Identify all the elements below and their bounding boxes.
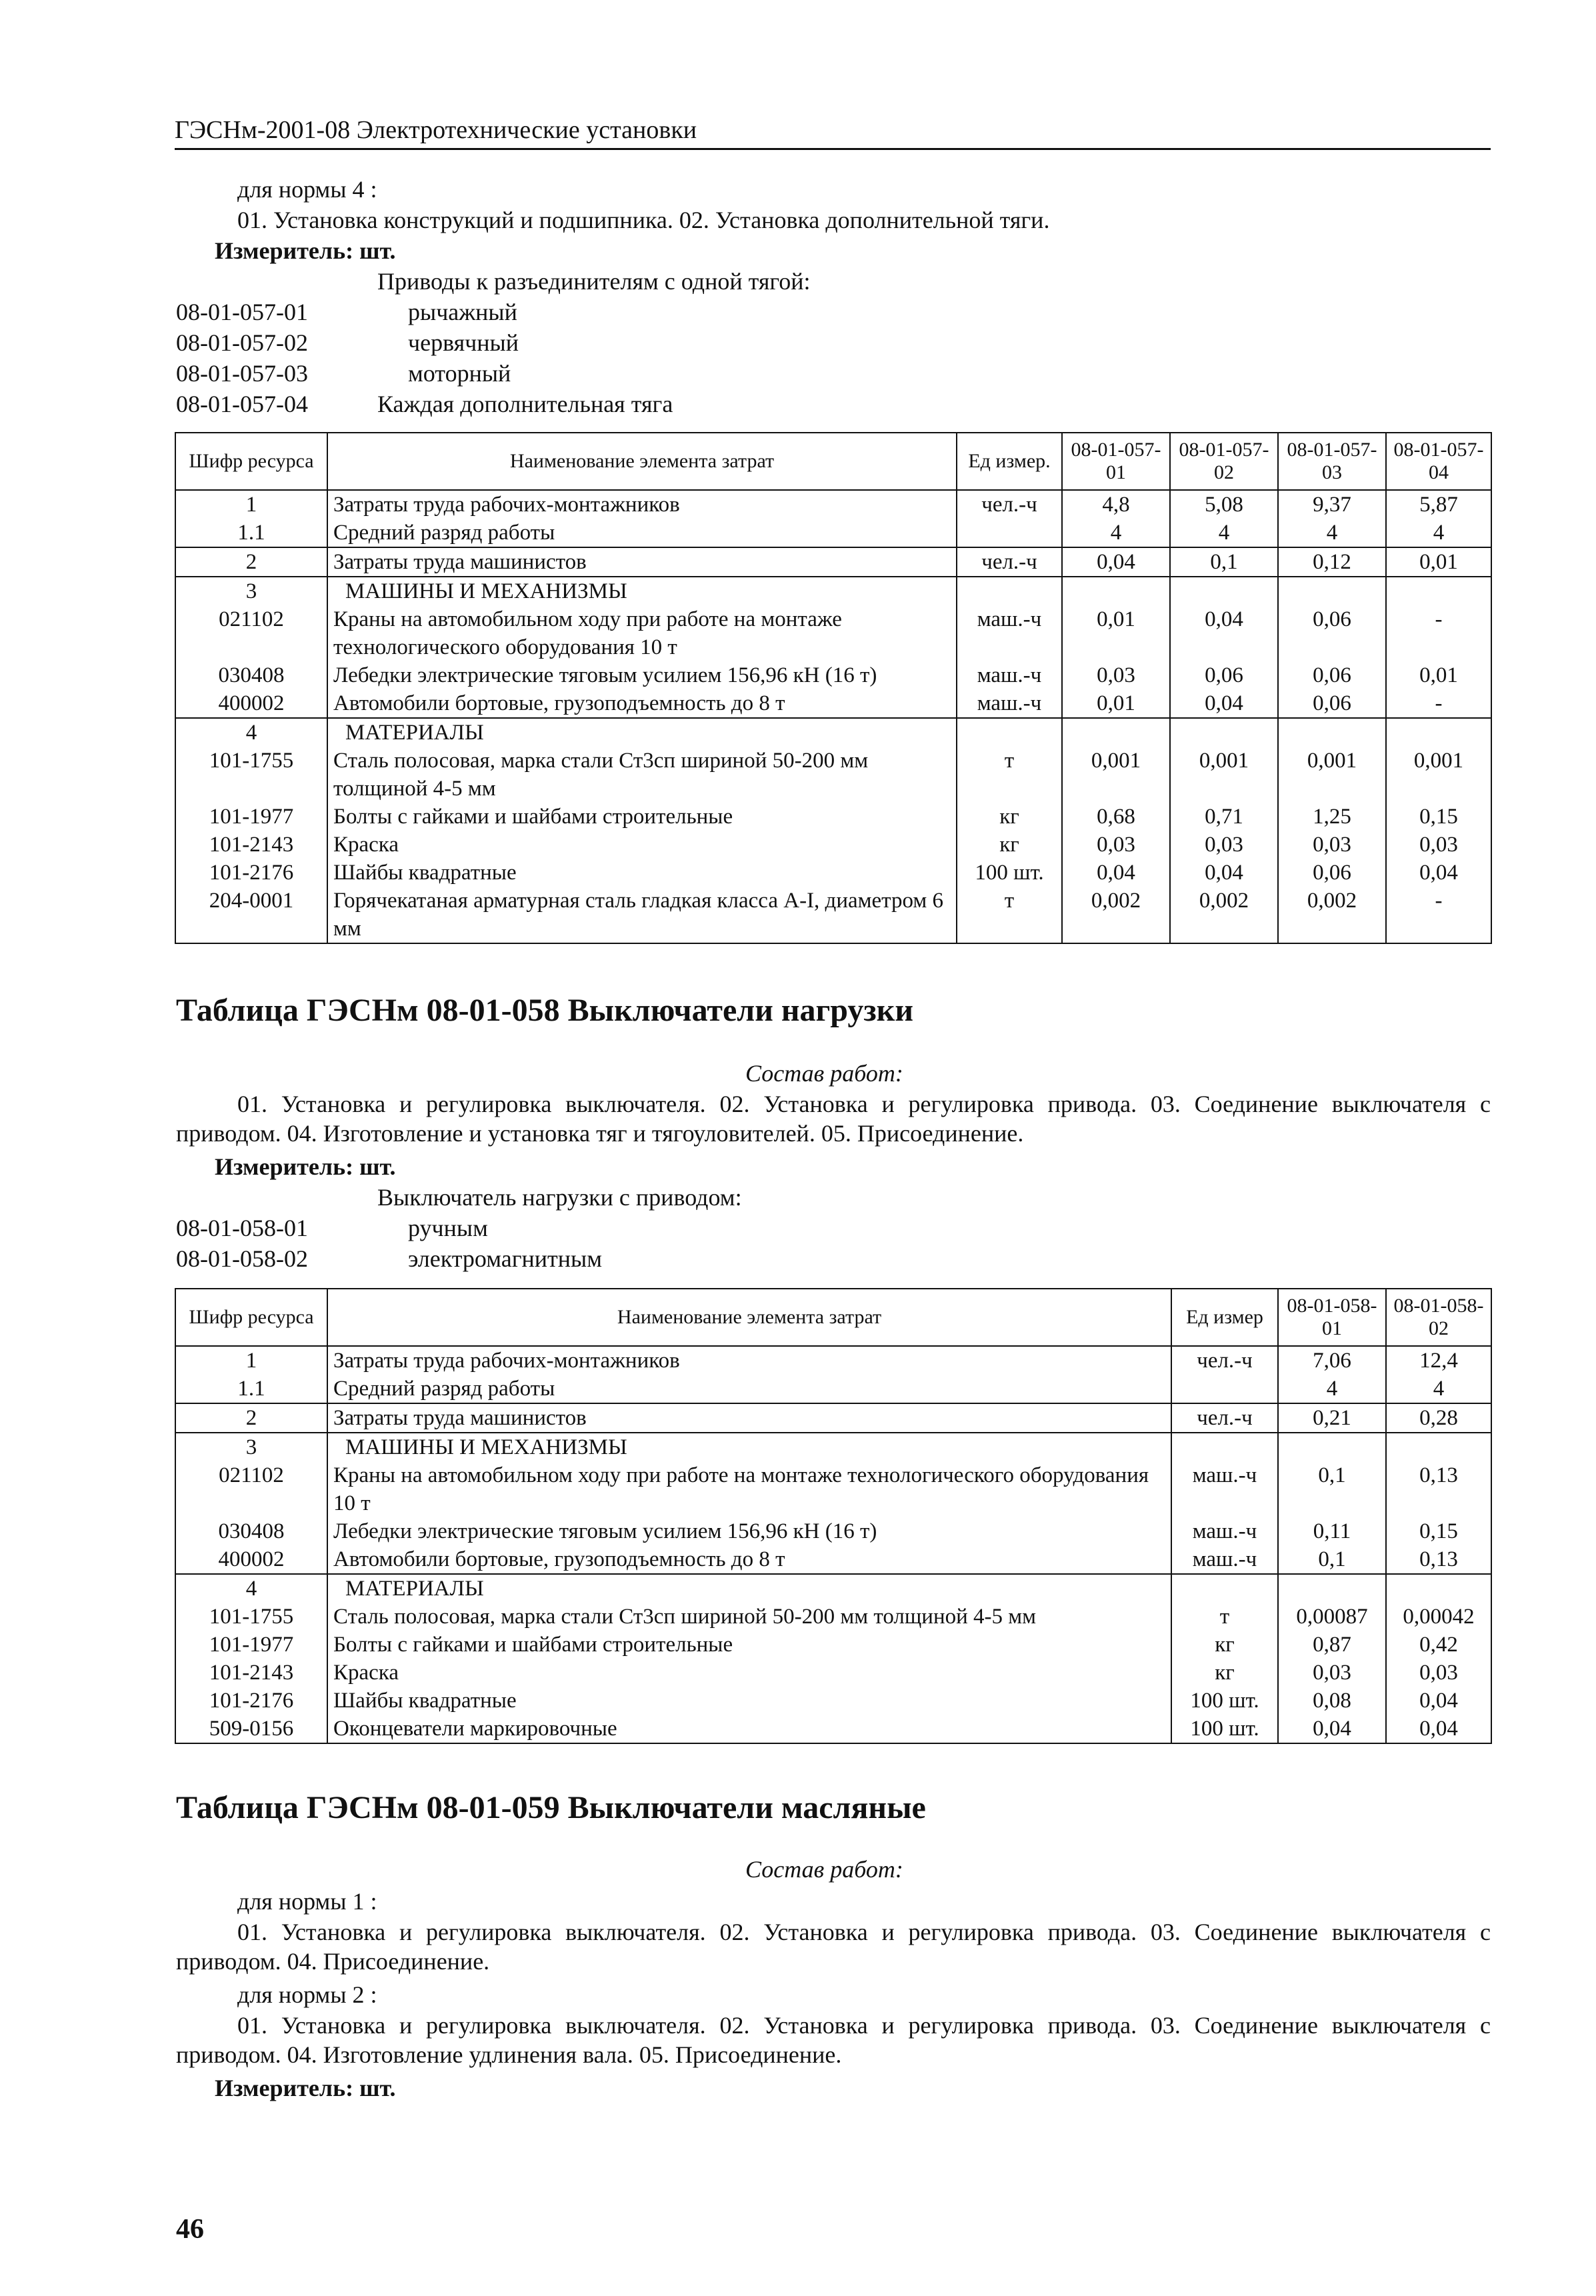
cell-value: 0,15 (1386, 1517, 1491, 1545)
cell-value: 0,1 (1278, 1545, 1386, 1574)
cell-value: 0,04 (1386, 1687, 1491, 1715)
cell-value (1170, 577, 1278, 605)
cell-value: 4 (1062, 519, 1170, 547)
cell-code: 400002 (175, 1545, 327, 1574)
table-row (175, 1545, 1491, 1574)
cell-value: 1,25 (1278, 803, 1386, 831)
table-row (175, 803, 1491, 831)
cell-unit: чел.-ч (1171, 1346, 1278, 1375)
table-row (175, 718, 1491, 747)
cell-value: 4 (1278, 1375, 1386, 1403)
cell-value: 0,68 (1062, 803, 1170, 831)
cell-value: 0,03 (1062, 831, 1170, 859)
cell-value: 0,00042 (1386, 1603, 1491, 1631)
cell-name: Болты с гайками и шайбами строительные (327, 803, 957, 831)
cell-value: 4 (1386, 519, 1491, 547)
norm-name: червячный (408, 329, 519, 356)
cell-code: 101-1977 (175, 1631, 327, 1659)
cell-value: 0,002 (1062, 887, 1170, 943)
norm-name: Каждая дополнительная тяга (377, 391, 673, 417)
cell-value: 0,42 (1386, 1631, 1491, 1659)
cell-value: 0,1 (1170, 547, 1278, 577)
cell-value (1386, 718, 1491, 747)
norm-code: 08-01-057-01 (176, 299, 308, 325)
table-row (175, 1574, 1491, 1603)
cell-value: 0,01 (1062, 605, 1170, 661)
cell-unit: кг (957, 803, 1062, 831)
cell-code: 2 (175, 1403, 327, 1433)
cell-name: Автомобили бортовые, грузоподъемность до 8 т (327, 689, 957, 718)
cell-code: 1 (175, 490, 327, 519)
cell-value: - (1386, 605, 1491, 661)
cell-value: 0,001 (1386, 747, 1491, 803)
cell-name: Краны на автомобильном ходу при работе на монтаже технологического оборудования 10 т (327, 605, 957, 661)
table-header-row (175, 1289, 1491, 1346)
table-row (175, 605, 1491, 661)
cell-unit: т (957, 747, 1062, 803)
table-row (175, 519, 1491, 547)
cell-value: 5,08 (1170, 490, 1278, 519)
cell-value: 4 (1278, 519, 1386, 547)
table-row (175, 1603, 1491, 1631)
section-heading: МАТЕРИАЛЫ (327, 718, 957, 747)
cell-unit: 100 шт. (1171, 1687, 1278, 1715)
table-row (175, 831, 1491, 859)
col-header: 08-01-057-01 (1062, 433, 1170, 490)
cell-value (1386, 1433, 1491, 1461)
composition-label: Состав работ: (745, 1060, 903, 1087)
cell-value: 0,001 (1062, 747, 1170, 803)
cell-code: 509-0156 (175, 1715, 327, 1743)
cell-value: 0,28 (1386, 1403, 1491, 1433)
for-norm-label: для нормы 4 : (237, 176, 377, 203)
col-header: 08-01-057-02 (1170, 433, 1278, 490)
cell-value: 0,03 (1170, 831, 1278, 859)
cell-unit: чел.-ч (957, 490, 1062, 519)
cell-value: - (1386, 689, 1491, 718)
cell-value: 0,06 (1170, 661, 1278, 689)
cell-name: Затраты труда рабочих-монтажников (327, 1346, 1171, 1375)
cell-value: 0,03 (1386, 831, 1491, 859)
meter-label: Измеритель: (215, 1153, 354, 1180)
cell-value: 4,8 (1062, 490, 1170, 519)
cell-code: 101-2143 (175, 1659, 327, 1687)
cell-value: 0,04 (1278, 1715, 1386, 1743)
cell-value: 4 (1386, 1375, 1491, 1403)
cell-code: 030408 (175, 661, 327, 689)
cell-code: 3 (175, 577, 327, 605)
table-title-059: Таблица ГЭСНм 08-01-059 Выключатели масляные (176, 1790, 926, 1825)
cell-value (1386, 577, 1491, 605)
works-text: 01. Установка конструкций и подшипника. 02. Установка дополнительной тяги. (237, 207, 1050, 233)
cell-value (1278, 718, 1386, 747)
cell-value: 0,06 (1278, 661, 1386, 689)
cell-value: - (1386, 887, 1491, 943)
cell-code: 4 (175, 1574, 327, 1603)
cell-code: 021102 (175, 1461, 327, 1517)
cell-value: 0,04 (1062, 547, 1170, 577)
running-header: ГЭСНм-2001-08 Электротехнические установки (175, 116, 697, 144)
cell-code: 2 (175, 547, 327, 577)
cell-unit: 100 шт. (957, 859, 1062, 887)
col-header: Шифр ресурса (175, 433, 327, 490)
cell-code: 101-1977 (175, 803, 327, 831)
cell-unit: т (1171, 1603, 1278, 1631)
norm-name: ручным (408, 1215, 488, 1241)
cell-value: 0,08 (1278, 1687, 1386, 1715)
cell-name: Лебедки электрические тяговым усилием 156,96 кН (16 т) (327, 661, 957, 689)
cell-code: 021102 (175, 605, 327, 661)
cell-unit: маш.-ч (957, 605, 1062, 661)
cell-name: Горячекатаная арматурная сталь гладкая класса А-I, диаметром 6 мм (327, 887, 957, 943)
works-text: 01. Установка и регулировка выключателя. 02. Установка и регулировка привода. 03. Соединение выключателя с приводом. 04. Изготовление удлинения вала. 05. Присоединение. (176, 2012, 1491, 2068)
cell-value: 0,002 (1170, 887, 1278, 943)
cell-unit: кг (1171, 1631, 1278, 1659)
table-row (175, 490, 1491, 519)
cell-unit: чел.-ч (1171, 1403, 1278, 1433)
cell-value: 0,06 (1278, 859, 1386, 887)
cell-unit: чел.-ч (957, 547, 1062, 577)
table-row (175, 887, 1491, 943)
cell-code: 101-2176 (175, 859, 327, 887)
cell-value (1062, 718, 1170, 747)
meter-line (215, 1152, 395, 1181)
cell-value (1170, 718, 1278, 747)
section-heading: МАШИНЫ И МЕХАНИЗМЫ (327, 577, 957, 605)
cell-unit: маш.-ч (1171, 1461, 1278, 1517)
cell-value: 0,03 (1278, 1659, 1386, 1687)
cell-value: 9,37 (1278, 490, 1386, 519)
cell-value: 0,13 (1386, 1545, 1491, 1574)
cell-value: 0,01 (1386, 661, 1491, 689)
for-norm-label: для нормы 1 : (237, 1888, 377, 1915)
meter-label: Измеритель: (215, 237, 354, 264)
table-row (175, 1461, 1491, 1517)
cell-code: 204-0001 (175, 887, 327, 943)
cell-value: 0,04 (1386, 859, 1491, 887)
cell-unit: маш.-ч (957, 661, 1062, 689)
col-header: 08-01-057-03 (1278, 433, 1386, 490)
cell-unit (957, 577, 1062, 605)
table-row (175, 1631, 1491, 1659)
header-rule (175, 148, 1491, 150)
norm-code: 08-01-057-04 (176, 391, 308, 417)
cell-unit: 100 шт. (1171, 1715, 1278, 1743)
cell-name: Сталь полосовая, марка стали Ст3сп шириной 50-200 мм толщиной 4-5 мм (327, 747, 957, 803)
cell-name: Шайбы квадратные (327, 1687, 1171, 1715)
cell-unit (1171, 1375, 1278, 1403)
cell-value: 0,04 (1170, 689, 1278, 718)
cell-unit (1171, 1574, 1278, 1603)
table-row (175, 1687, 1491, 1715)
cell-code: 3 (175, 1433, 327, 1461)
cell-name: Лебедки электрические тяговым усилием 156,96 кН (16 т) (327, 1517, 1171, 1545)
table-row (175, 859, 1491, 887)
cell-value: 0,001 (1170, 747, 1278, 803)
table-title-058: Таблица ГЭСНм 08-01-058 Выключатели нагрузки (176, 993, 913, 1028)
cell-value: 0,00087 (1278, 1603, 1386, 1631)
cell-value: 0,06 (1278, 689, 1386, 718)
col-header: Наименование элемента затрат (327, 1289, 1171, 1346)
works-text: 01. Установка и регулировка выключателя. 02. Установка и регулировка привода. 03. Соединение выключателя с приводом. 04. Присоединение. (176, 1919, 1491, 1975)
meter-value: шт. (359, 2075, 396, 2101)
cell-unit: маш.-ч (1171, 1517, 1278, 1545)
cell-name: Средний разряд работы (327, 519, 957, 547)
table-row (175, 747, 1491, 803)
cell-value: 0,21 (1278, 1403, 1386, 1433)
norm-code: 08-01-058-02 (176, 1245, 308, 1272)
cell-name: Средний разряд работы (327, 1375, 1171, 1403)
cell-name: Шайбы квадратные (327, 859, 957, 887)
norm-name: моторный (408, 360, 511, 387)
cell-code: 101-2176 (175, 1687, 327, 1715)
works-text: 01. Установка и регулировка выключателя. 02. Установка и регулировка привода. 03. Соединение выключателя с приводом. 04. Изготовление и установка тяг и тягоуловителей. 05. Присоединение. (176, 1091, 1491, 1147)
norms-intro: Приводы к разъединителям с одной тягой: (377, 268, 811, 295)
cell-value: 0,002 (1278, 887, 1386, 943)
cell-unit: маш.-ч (1171, 1545, 1278, 1574)
cell-value: 0,71 (1170, 803, 1278, 831)
resource-table-058 (175, 1288, 1492, 1744)
cell-unit: кг (957, 831, 1062, 859)
cell-value: 0,01 (1062, 689, 1170, 718)
col-header: Шифр ресурса (175, 1289, 327, 1346)
norm-name: электромагнитным (408, 1245, 603, 1272)
composition-label: Состав работ: (745, 1856, 903, 1883)
cell-value: 0,001 (1278, 747, 1386, 803)
meter-value: шт. (359, 237, 396, 264)
cell-name: Краска (327, 831, 957, 859)
meter-value: шт. (359, 1153, 396, 1180)
cell-code: 400002 (175, 689, 327, 718)
cell-value: 0,01 (1386, 547, 1491, 577)
cell-value: 0,03 (1278, 831, 1386, 859)
cell-value (1278, 1433, 1386, 1461)
meter-line (215, 2073, 395, 2103)
cell-code: 4 (175, 718, 327, 747)
cell-code: 101-1755 (175, 1603, 327, 1631)
col-header: 08-01-057-04 (1386, 433, 1491, 490)
table-row (175, 1433, 1491, 1461)
cell-name: Затраты труда машинистов (327, 1403, 1171, 1433)
cell-name: Сталь полосовая, марка стали Ст3сп шириной 50-200 мм толщиной 4-5 мм (327, 1603, 1171, 1631)
norm-code: 08-01-058-01 (176, 1215, 308, 1241)
cell-unit (1171, 1433, 1278, 1461)
section-heading: МАТЕРИАЛЫ (327, 1574, 1171, 1603)
cell-value (1386, 1574, 1491, 1603)
cell-value: 7,06 (1278, 1346, 1386, 1375)
cell-code: 101-2143 (175, 831, 327, 859)
table-row (175, 661, 1491, 689)
col-header: Ед измер (1171, 1289, 1278, 1346)
table-row (175, 1375, 1491, 1403)
cell-unit: кг (1171, 1659, 1278, 1687)
norm-code: 08-01-057-03 (176, 360, 308, 387)
norms-intro: Выключатель нагрузки с приводом: (377, 1184, 742, 1211)
cell-value (1278, 1574, 1386, 1603)
table-row (175, 689, 1491, 718)
table-row (175, 1517, 1491, 1545)
cell-unit (957, 718, 1062, 747)
table-header-row (175, 433, 1491, 490)
cell-name: Оконцеватели маркировочные (327, 1715, 1171, 1743)
col-header: Наименование элемента затрат (327, 433, 957, 490)
cell-value: 0,04 (1386, 1715, 1491, 1743)
cell-name: Затраты труда машинистов (327, 547, 957, 577)
cell-unit: т (957, 887, 1062, 943)
for-norm-label: для нормы 2 : (237, 1981, 377, 2008)
col-header: 08-01-058-02 (1386, 1289, 1491, 1346)
cell-name: Краска (327, 1659, 1171, 1687)
cell-value: 12,4 (1386, 1346, 1491, 1375)
table-row (175, 1346, 1491, 1375)
table-row (175, 577, 1491, 605)
cell-unit (957, 519, 1062, 547)
cell-code: 101-1755 (175, 747, 327, 803)
meter-line (215, 236, 395, 265)
cell-value (1062, 577, 1170, 605)
cell-value: 0,04 (1062, 859, 1170, 887)
cell-value: 0,03 (1062, 661, 1170, 689)
cell-value: 0,03 (1386, 1659, 1491, 1687)
col-header: 08-01-058-01 (1278, 1289, 1386, 1346)
cell-code: 1.1 (175, 519, 327, 547)
section-heading: МАШИНЫ И МЕХАНИЗМЫ (327, 1433, 1171, 1461)
cell-name: Болты с гайками и шайбами строительные (327, 1631, 1171, 1659)
cell-value: 0,13 (1386, 1461, 1491, 1517)
cell-unit: маш.-ч (957, 689, 1062, 718)
cell-code: 1 (175, 1346, 327, 1375)
col-header: Ед измер. (957, 433, 1062, 490)
table-row (175, 1403, 1491, 1433)
cell-value: 0,06 (1278, 605, 1386, 661)
cell-value: 0,04 (1170, 859, 1278, 887)
cell-value: 5,87 (1386, 490, 1491, 519)
table-row (175, 547, 1491, 577)
cell-value: 0,04 (1170, 605, 1278, 661)
norm-code: 08-01-057-02 (176, 329, 308, 356)
meter-label: Измеритель: (215, 2075, 354, 2101)
cell-value: 0,15 (1386, 803, 1491, 831)
table-row (175, 1715, 1491, 1743)
norm-name: рычажный (408, 299, 517, 325)
table-row (175, 1659, 1491, 1687)
page-number: 46 (176, 2214, 204, 2245)
cell-value: 0,1 (1278, 1461, 1386, 1517)
cell-code: 1.1 (175, 1375, 327, 1403)
resource-table-057 (175, 432, 1492, 944)
cell-name: Автомобили бортовые, грузоподъемность до 8 т (327, 1545, 1171, 1574)
cell-value: 0,11 (1278, 1517, 1386, 1545)
cell-code: 030408 (175, 1517, 327, 1545)
cell-value: 0,87 (1278, 1631, 1386, 1659)
cell-value: 0,12 (1278, 547, 1386, 577)
cell-name: Краны на автомобильном ходу при работе на монтаже технологического оборудования 10 т (327, 1461, 1171, 1517)
cell-value (1278, 577, 1386, 605)
cell-name: Затраты труда рабочих-монтажников (327, 490, 957, 519)
cell-value: 4 (1170, 519, 1278, 547)
